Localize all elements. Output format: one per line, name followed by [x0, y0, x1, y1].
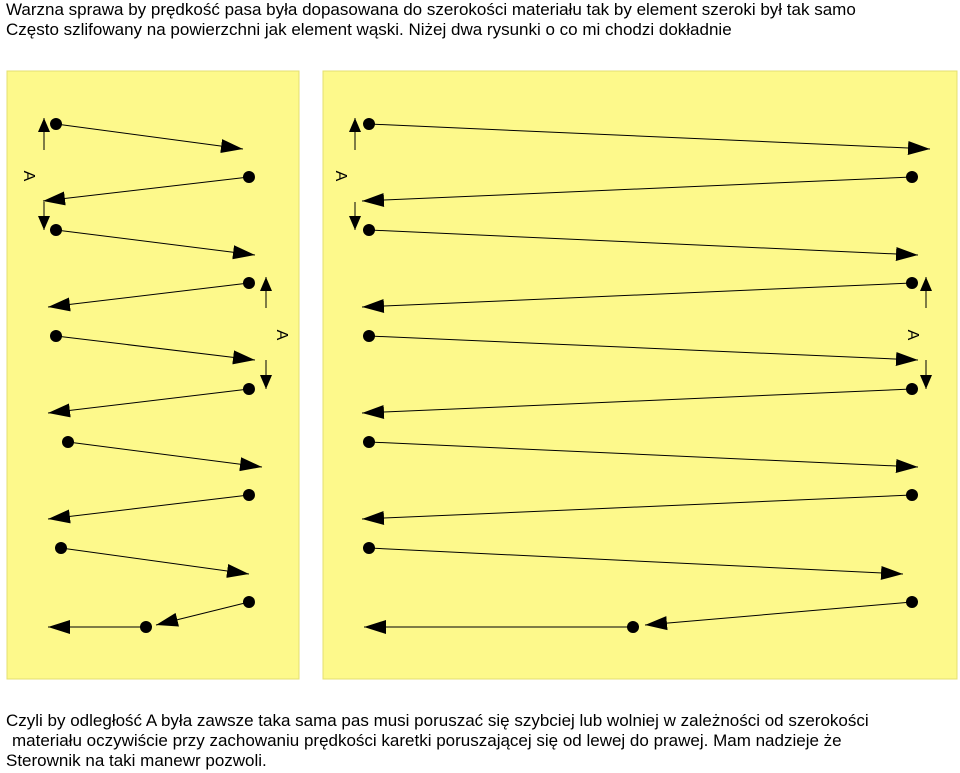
- dimension-label-a: A: [331, 170, 349, 182]
- outro-line-2: materiału oczywiście przy zachowaniu prędkości karetki poruszającej się od lewej do prawej. Mam nadzieje że: [12, 731, 842, 750]
- outro-text: [6, 711, 956, 771]
- outro-line-1: Czyli by odległość A była zawsze taka sama pas musi poruszać się szybciej lub wolniej w zależności od szerokości: [6, 711, 869, 730]
- outro-line-3: Sterownik na taki manewr pozwoli.: [6, 751, 267, 770]
- dimension-label-a: A: [272, 329, 290, 341]
- dimension-label-a: A: [903, 329, 921, 341]
- panel-narrow-material: [7, 71, 299, 679]
- panel-wide-material: [323, 71, 957, 679]
- intro-line-1: Warzna sprawa by prędkość pasa była dopasowana do szerokości materiału tak by element szeroki był tak samo: [6, 0, 856, 19]
- intro-line-2: Często szlifowany na powierzchni jak element wąski. Niżej dwa rysunki o co mi chodzi dokładnie: [6, 20, 732, 39]
- narrow-material-background: [7, 71, 299, 679]
- dimension-label-a: A: [19, 170, 37, 182]
- wide-material-background: [323, 71, 957, 679]
